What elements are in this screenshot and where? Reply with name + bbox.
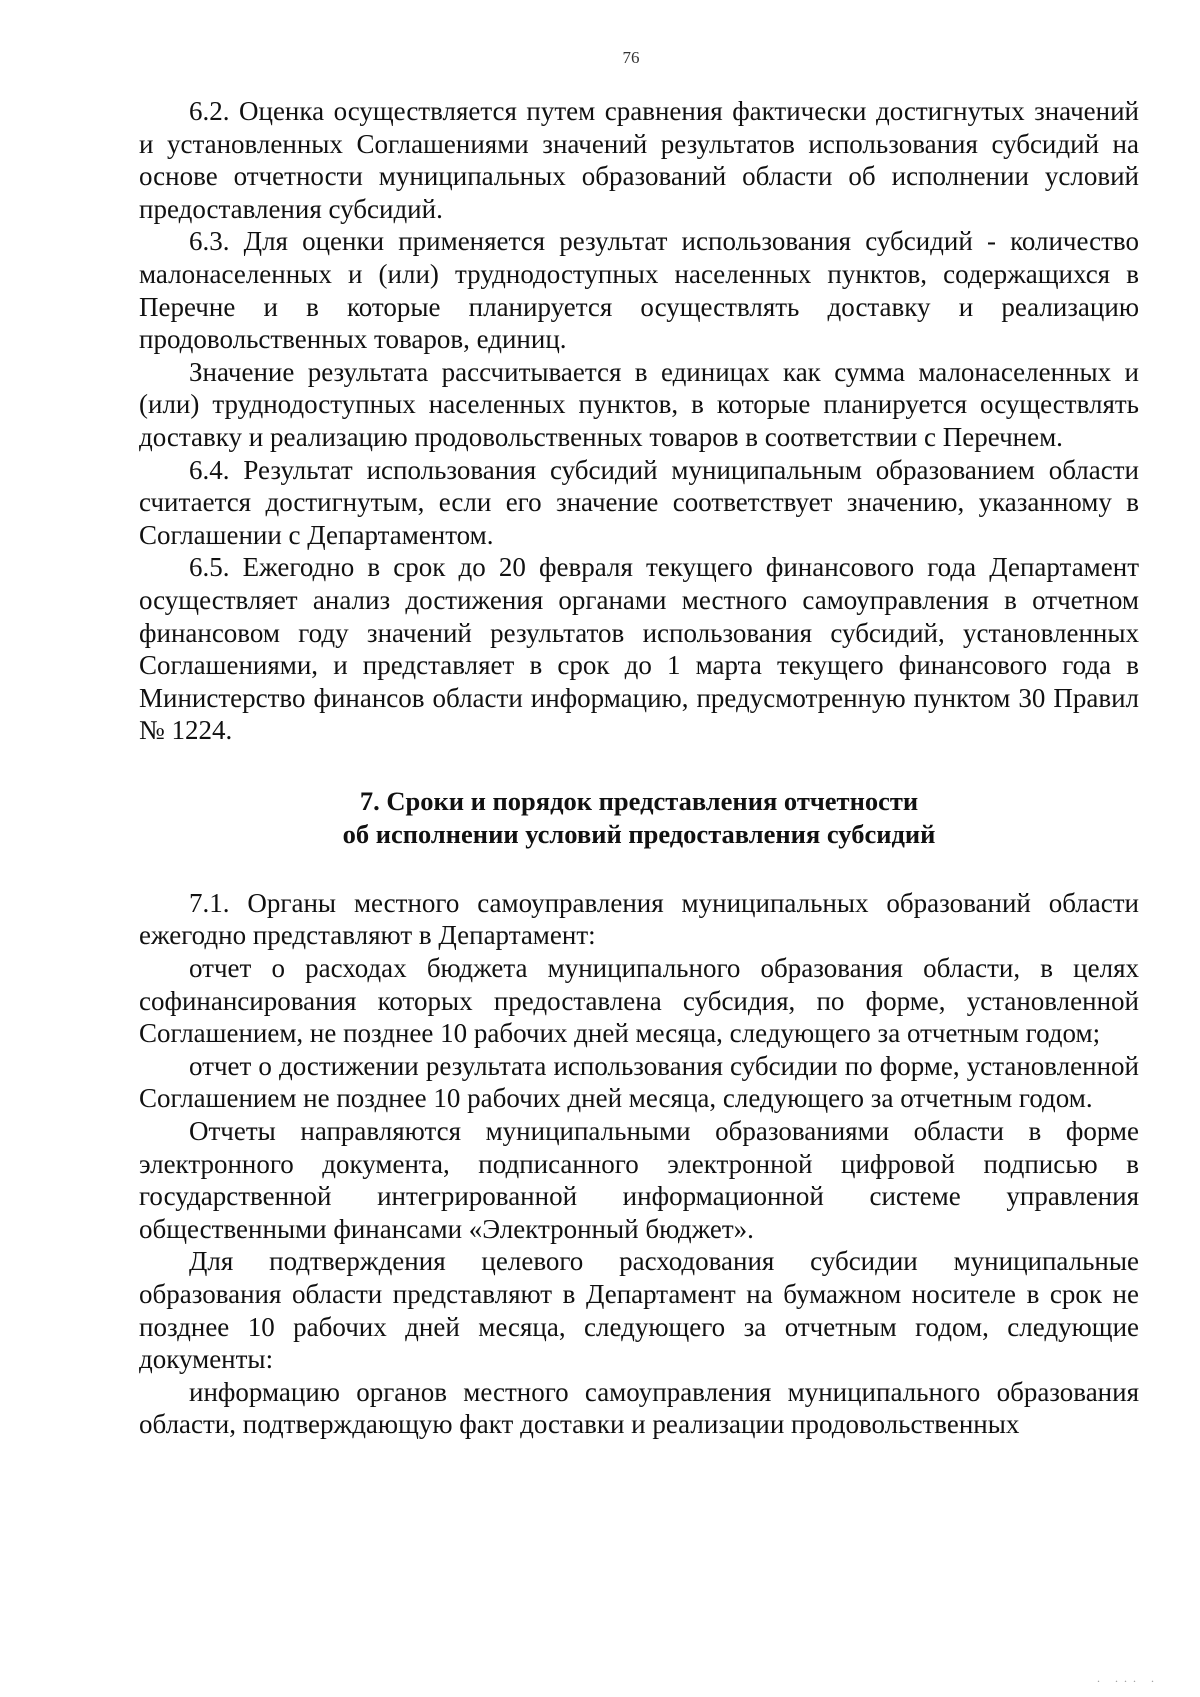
paragraph-reports-form: Отчеты направляются муниципальными образованиями области в форме электронного документа, подписанного электронной цифровой подписью в государственной интегрированной информационной системе управления общественными финансами «Электронный бюджет».	[139, 1116, 1139, 1244]
section-7-heading-line-2: об исполнении условий предоставления субсидий	[342, 818, 936, 849]
paragraph-6-5: 6.5. Ежегодно в срок до 20 февраля текущего финансового года Департамент осуществляет анализ достижения органами местного самоуправления в отчетном финансовом году значений результатов использования субсидий, установленных Соглашениями, и представляет в срок до 1 марта текущего финансового года в Министерство финансов области информацию, предусмотренную пунктом 30 Правил № 1224.	[139, 552, 1139, 746]
paragraph-report-result: отчет о достижении результата использования субсидии по форме, установленной Соглашением не позднее 10 рабочих дней месяца, следующего за отчетным годом.	[139, 1050, 1139, 1114]
scan-footer-mark: . ... .	[1097, 1671, 1160, 1686]
paragraph-6-3-value: Значение результата рассчитывается в единицах как сумма малонаселенных и (или) труднодоступных населенных пунктов, в которые планируется осуществлять доставку и реализацию продовольственных товаров в соответствии с Перечнем.	[139, 356, 1139, 452]
document-body	[139, 95, 1139, 1441]
paragraph-info-item: информацию органов местного самоуправления муниципального образования области, подтверждающую факт доставки и реализации продовольственных	[139, 1376, 1139, 1440]
section-7-heading	[139, 785, 1139, 851]
paragraph-7-1: 7.1. Органы местного самоуправления муниципальных образований области ежегодно представляют в Департамент:	[139, 887, 1139, 951]
paragraph-6-3: 6.3. Для оценки применяется результат использования субсидий - количество малонаселенных и (или) труднодоступных населенных пунктов, содержащихся в Перечне и в которые планируется осуществлять доставку и реализацию продовольственных товаров, единиц.	[139, 226, 1139, 355]
page-number: 76	[622, 48, 640, 67]
paragraph-6-2: 6.2. Оценка осуществляется путем сравнения фактически достигнутых значений и установленных Соглашениями значений результатов использования субсидий на основе отчетности муниципальных образований области об исполнении условий предоставления субсидий.	[139, 96, 1139, 224]
paragraph-report-expenses: отчет о расходах бюджета муниципального образования области, в целях софинансирования которых предоставлена субсидия, по форме, установленной Соглашением, не позднее 10 рабочих дней месяца, следующего за отчетным годом;	[139, 953, 1139, 1049]
paragraph-confirmation: Для подтверждения целевого расходования субсидии муниципальные образования области представляют в Департамент на бумажном носителе в срок не позднее 10 рабочих дней месяца, следующего за отчетным годом, следующие документы:	[139, 1246, 1139, 1375]
section-7-heading-line-1: 7. Сроки и порядок представления отчетности	[359, 785, 919, 816]
paragraph-6-4: 6.4. Результат использования субсидий муниципальным образованием области считается достигнутым, если его значение соответствует значению, указанному в Соглашении с Департаментом.	[139, 454, 1139, 550]
